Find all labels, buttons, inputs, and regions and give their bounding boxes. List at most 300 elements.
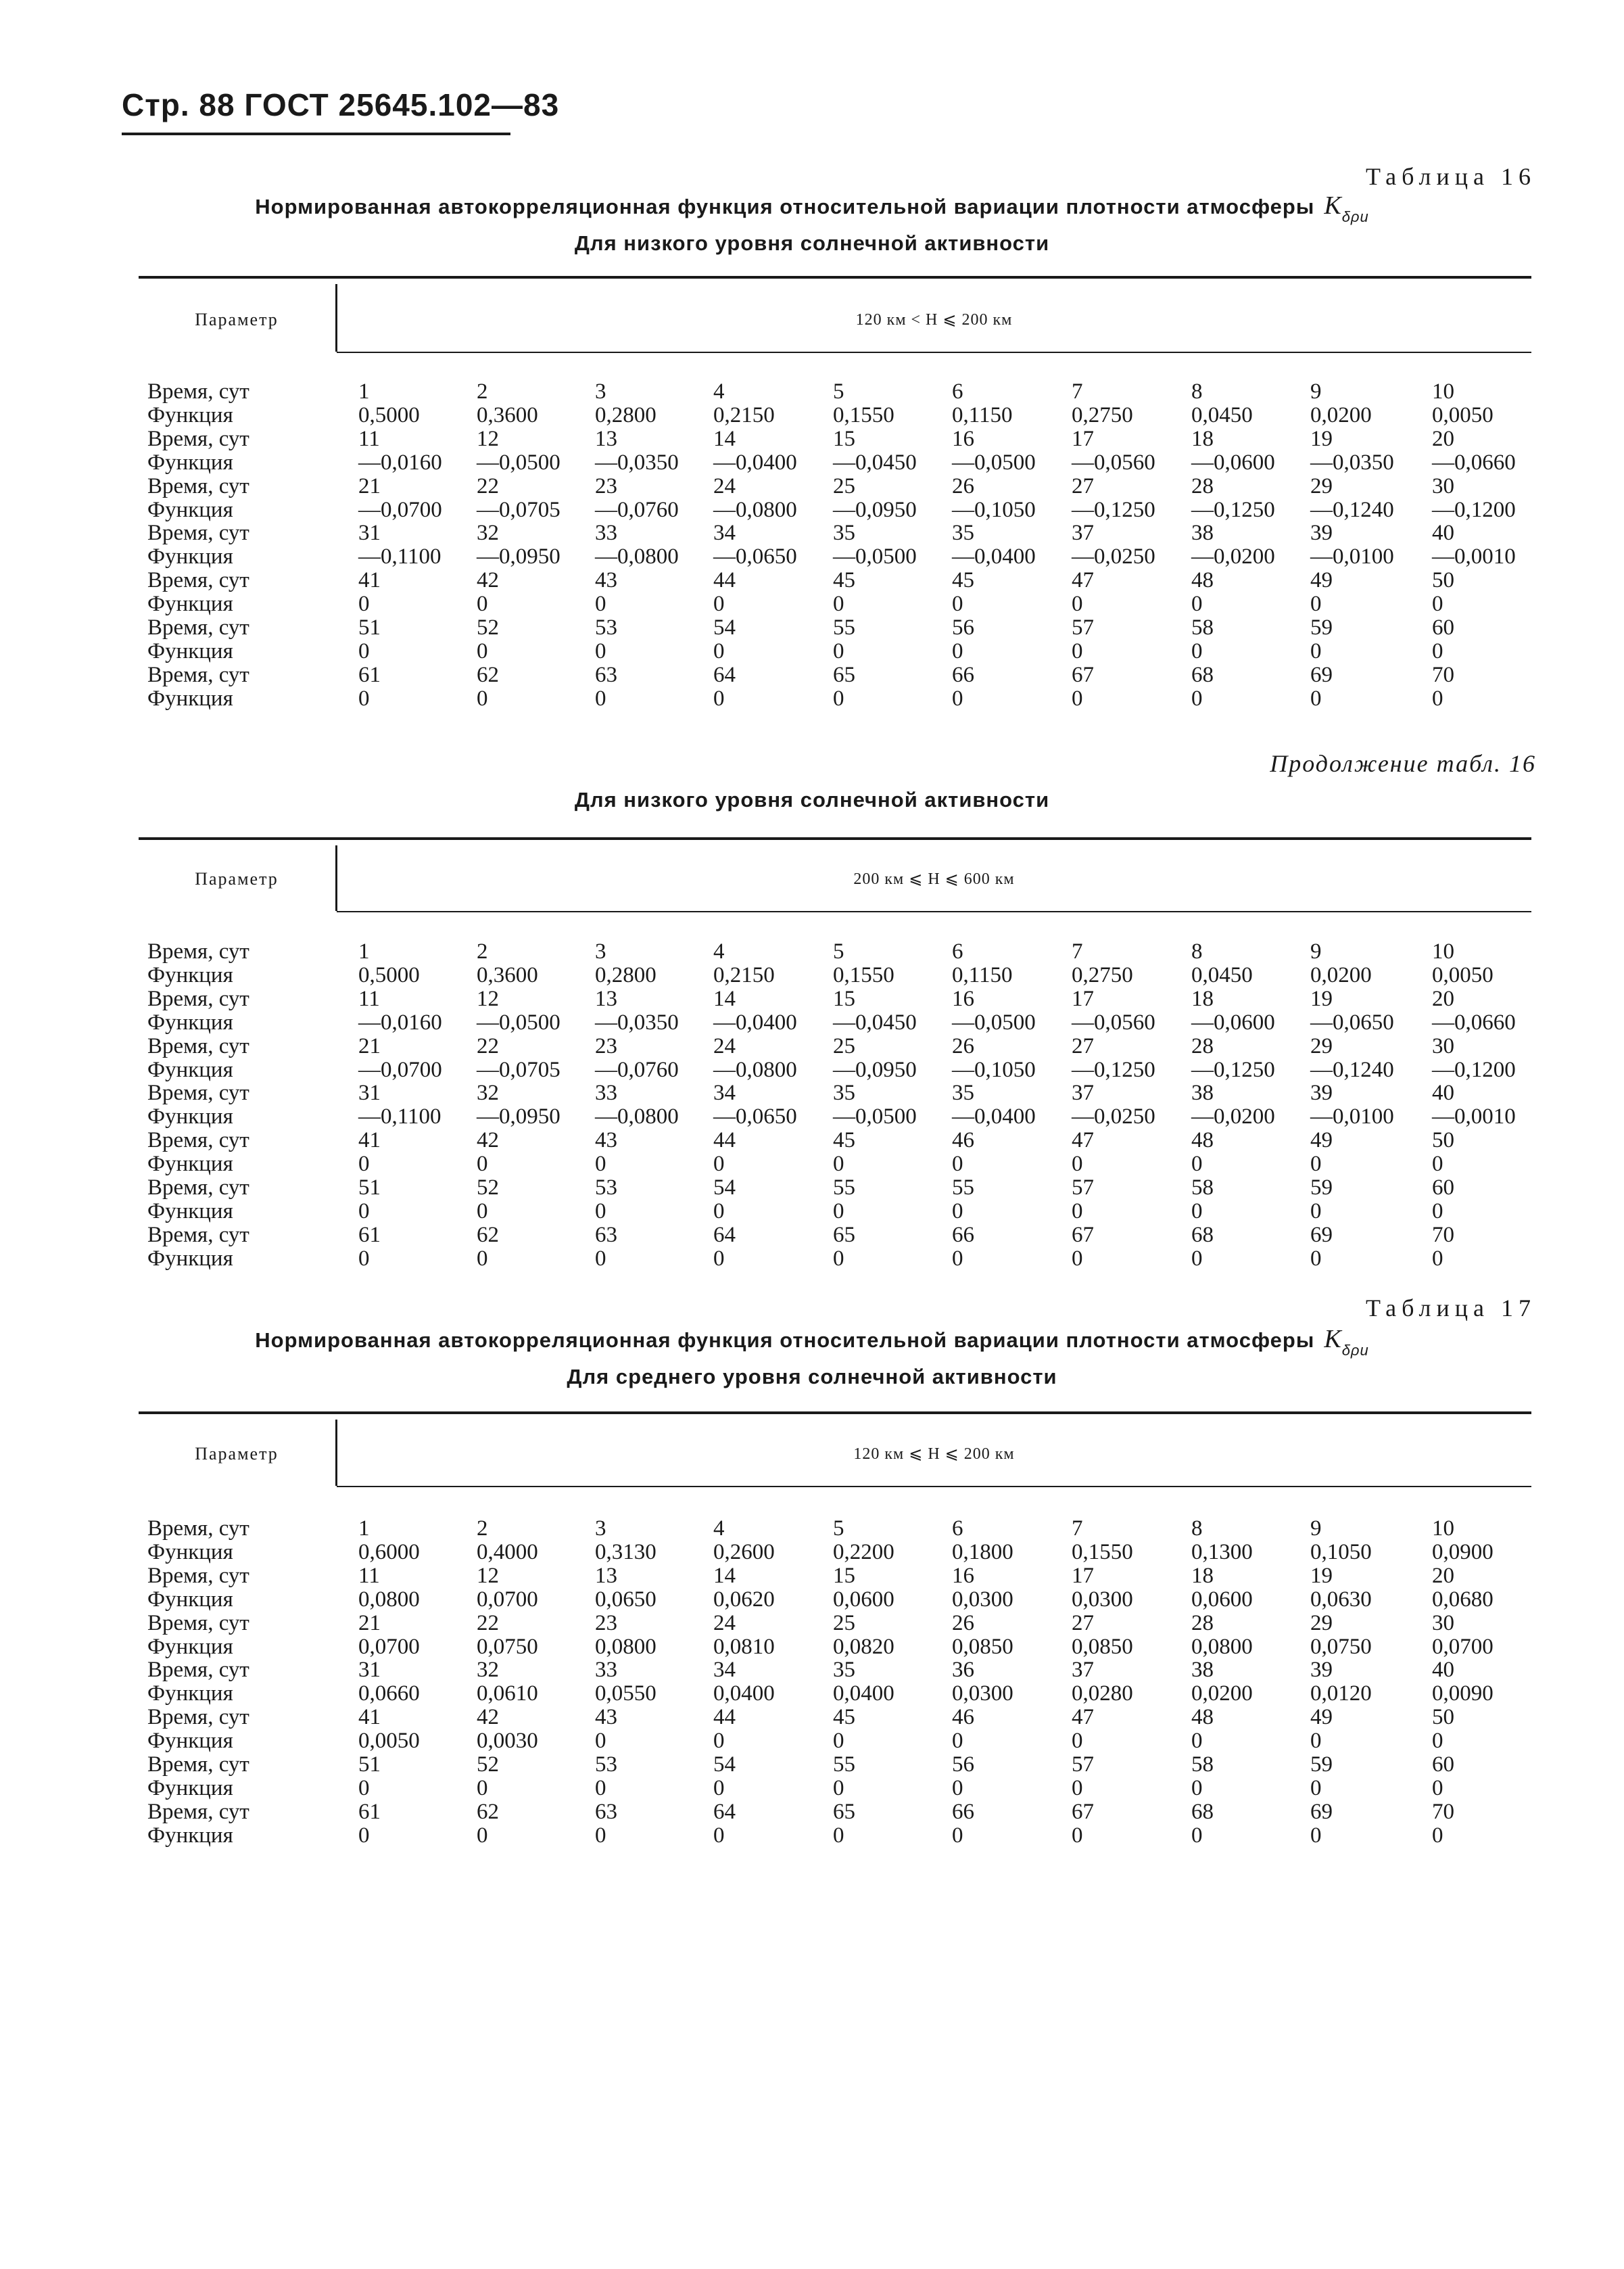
function-value-cell: 0: [1072, 1823, 1083, 1848]
time-cell: 41: [358, 1128, 381, 1153]
function-value-cell: 0,0630: [1310, 1587, 1372, 1612]
function-value-cell: 0: [1310, 1152, 1322, 1177]
time-cell: 2: [477, 1516, 488, 1541]
time-cell: 63: [595, 1799, 617, 1824]
time-row-label: Время, сут: [147, 379, 249, 404]
time-cell: 41: [358, 1705, 381, 1730]
time-cell: 6: [952, 379, 963, 404]
function-value-cell: 0,0800: [595, 1634, 656, 1659]
function-value-cell: 0: [477, 1823, 488, 1848]
function-value-cell: 0: [1310, 1775, 1322, 1800]
function-value-cell: 0,1150: [952, 962, 1013, 987]
time-cell: 37: [1072, 1658, 1094, 1683]
time-cell: 34: [713, 1658, 736, 1683]
function-value-cell: 0: [833, 1775, 844, 1800]
time-cell: 35: [952, 521, 974, 546]
function-value-cell: 0: [1072, 592, 1083, 617]
time-cell: 50: [1432, 568, 1454, 593]
function-row-label: Функция: [147, 1010, 233, 1035]
time-cell: 30: [1432, 1033, 1454, 1058]
time-cell: 52: [477, 1175, 499, 1200]
time-cell: 49: [1310, 568, 1333, 593]
time-row-label: Время, сут: [147, 1752, 249, 1777]
function-value-cell: —0,1250: [1191, 1057, 1275, 1082]
function-value-cell: 0: [358, 1152, 370, 1177]
time-cell: 65: [833, 1799, 855, 1824]
time-cell: 18: [1191, 986, 1214, 1011]
time-cell: 34: [713, 521, 736, 546]
function-value-cell: —0,0700: [358, 497, 442, 522]
time-cell: 1: [358, 1516, 370, 1541]
table-label: Таблица 16: [1366, 163, 1536, 190]
function-value-cell: 0: [1191, 1198, 1203, 1223]
time-cell: 68: [1191, 662, 1214, 687]
time-cell: 66: [952, 662, 974, 687]
time-cell: 6: [952, 939, 963, 964]
function-value-cell: 0: [477, 686, 488, 711]
function-value-cell: 0,0450: [1191, 962, 1253, 987]
time-cell: 26: [952, 1033, 974, 1058]
time-cell: 27: [1072, 1033, 1094, 1058]
time-cell: 53: [595, 1175, 617, 1200]
time-cell: 8: [1191, 939, 1203, 964]
function-value-cell: 0,0820: [833, 1634, 894, 1659]
function-value-cell: 0: [713, 638, 725, 663]
time-cell: 38: [1191, 1658, 1214, 1683]
function-row-label: Функция: [147, 1634, 233, 1659]
time-cell: 27: [1072, 1610, 1094, 1635]
time-cell: 42: [477, 568, 499, 593]
function-value-cell: —0,0800: [595, 544, 679, 569]
time-cell: 52: [477, 1752, 499, 1777]
time-cell: 19: [1310, 986, 1333, 1011]
function-value-cell: 0: [1432, 1823, 1443, 1848]
param-column-header: Параметр: [195, 869, 279, 889]
function-value-cell: 0: [1191, 1775, 1203, 1800]
time-cell: 67: [1072, 1799, 1094, 1824]
function-value-cell: 0,0600: [1191, 1587, 1253, 1612]
function-value-cell: —0,0600: [1191, 1010, 1275, 1035]
function-value-cell: 0: [1310, 1198, 1322, 1223]
function-value-cell: 0: [833, 1729, 844, 1754]
function-value-cell: 0: [595, 638, 606, 663]
time-cell: 42: [477, 1128, 499, 1153]
function-value-cell: —0,0560: [1072, 450, 1155, 475]
time-cell: 12: [477, 1563, 499, 1588]
time-cell: 58: [1191, 1175, 1214, 1200]
function-value-cell: —0,0100: [1310, 544, 1394, 569]
time-cell: 56: [952, 1752, 974, 1777]
time-cell: 55: [833, 615, 855, 640]
time-cell: 44: [713, 568, 736, 593]
time-cell: 53: [595, 615, 617, 640]
function-value-cell: 0: [713, 1823, 725, 1848]
time-cell: 40: [1432, 1081, 1454, 1106]
time-cell: 61: [358, 1799, 381, 1824]
function-value-cell: 0,1050: [1310, 1539, 1372, 1564]
function-value-cell: 0: [833, 1823, 844, 1848]
time-cell: 17: [1072, 1563, 1094, 1588]
function-value-cell: 0,2200: [833, 1539, 894, 1564]
function-value-cell: —0,0660: [1432, 1010, 1516, 1035]
function-value-cell: 0,2800: [595, 962, 656, 987]
function-value-cell: 0,0050: [1432, 962, 1494, 987]
time-cell: 69: [1310, 1799, 1333, 1824]
function-value-cell: 0: [952, 1775, 963, 1800]
time-cell: 51: [358, 1175, 381, 1200]
time-cell: 40: [1432, 1658, 1454, 1683]
function-value-cell: —0,0760: [595, 1057, 679, 1082]
function-value-cell: 0: [1310, 1246, 1322, 1271]
time-cell: 63: [595, 1222, 617, 1247]
function-value-cell: —0,0500: [833, 1104, 917, 1129]
function-value-cell: 0: [713, 1729, 725, 1754]
function-value-cell: —0,0560: [1072, 1010, 1155, 1035]
time-cell: 30: [1432, 473, 1454, 498]
time-cell: 70: [1432, 1799, 1454, 1824]
time-cell: 25: [833, 473, 855, 498]
time-cell: 54: [713, 615, 736, 640]
function-value-cell: 0: [1310, 592, 1322, 617]
time-cell: 33: [595, 1658, 617, 1683]
function-value-cell: —0,1100: [358, 544, 441, 569]
function-value-cell: 0,0620: [713, 1587, 775, 1612]
function-value-cell: 0,1550: [833, 402, 894, 427]
time-cell: 39: [1310, 521, 1333, 546]
function-value-cell: —0,0705: [477, 1057, 560, 1082]
function-value-cell: 0: [595, 1198, 606, 1223]
function-value-cell: 0: [713, 1198, 725, 1223]
function-value-cell: —0,0800: [713, 1057, 797, 1082]
function-value-cell: —0,0800: [713, 497, 797, 522]
time-cell: 40: [1432, 521, 1454, 546]
function-value-cell: 0: [952, 1823, 963, 1848]
time-cell: 14: [713, 426, 736, 451]
function-value-cell: 0: [833, 1198, 844, 1223]
time-cell: 7: [1072, 1516, 1083, 1541]
time-cell: 31: [358, 1658, 381, 1683]
function-value-cell: —0,1200: [1432, 1057, 1516, 1082]
function-value-cell: 0: [1191, 1729, 1203, 1754]
function-value-cell: —0,0200: [1191, 544, 1275, 569]
time-cell: 70: [1432, 1222, 1454, 1247]
time-cell: 9: [1310, 939, 1322, 964]
param-column-header: Параметр: [195, 1444, 279, 1464]
time-cell: 15: [833, 426, 855, 451]
time-cell: 35: [833, 1658, 855, 1683]
time-cell: 68: [1191, 1799, 1214, 1824]
time-cell: 69: [1310, 1222, 1333, 1247]
time-row-label: Время, сут: [147, 1222, 249, 1247]
time-cell: 23: [595, 1610, 617, 1635]
function-value-cell: 0: [833, 592, 844, 617]
time-row-label: Время, сут: [147, 568, 249, 593]
time-cell: 45: [833, 1705, 855, 1730]
table-top-rule: [139, 1411, 1531, 1414]
time-cell: 63: [595, 662, 617, 687]
function-value-cell: 0: [1432, 1152, 1443, 1177]
function-value-cell: —0,0400: [952, 544, 1036, 569]
time-cell: 38: [1191, 521, 1214, 546]
function-value-cell: 0: [1310, 638, 1322, 663]
time-cell: 67: [1072, 662, 1094, 687]
function-value-cell: 0,0680: [1432, 1587, 1494, 1612]
function-value-cell: 0: [358, 1198, 370, 1223]
time-cell: 12: [477, 986, 499, 1011]
function-row-label: Функция: [147, 1198, 233, 1223]
time-cell: 26: [952, 1610, 974, 1635]
time-cell: 28: [1191, 1610, 1214, 1635]
time-row-label: Время, сут: [147, 1610, 249, 1635]
function-value-cell: —0,0700: [358, 1057, 442, 1082]
time-cell: 15: [833, 986, 855, 1011]
function-value-cell: —0,0450: [833, 450, 917, 475]
time-cell: 57: [1072, 615, 1094, 640]
time-cell: 16: [952, 986, 974, 1011]
function-value-cell: 0: [833, 638, 844, 663]
function-value-cell: 0,0300: [952, 1681, 1013, 1706]
function-value-cell: 0,2600: [713, 1539, 775, 1564]
function-value-cell: 0: [358, 1823, 370, 1848]
time-row-label: Время, сут: [147, 939, 249, 964]
time-cell: 21: [358, 473, 381, 498]
function-value-cell: —0,0160: [358, 450, 442, 475]
function-value-cell: 0,0450: [1191, 402, 1253, 427]
function-value-cell: 0,0200: [1191, 1681, 1253, 1706]
time-row-label: Время, сут: [147, 615, 249, 640]
time-cell: 13: [595, 986, 617, 1011]
function-value-cell: —0,0450: [833, 1010, 917, 1035]
function-value-cell: 0,3600: [477, 402, 538, 427]
time-cell: 54: [713, 1175, 736, 1200]
function-value-cell: 0: [833, 686, 844, 711]
function-row-label: Функция: [147, 402, 233, 427]
function-value-cell: 0: [477, 1246, 488, 1271]
function-value-cell: 0: [952, 638, 963, 663]
function-value-cell: 0: [595, 1246, 606, 1271]
function-value-cell: 0: [595, 686, 606, 711]
function-value-cell: —0,0500: [477, 450, 560, 475]
density-symbol-subscript: δρи: [1341, 208, 1369, 225]
function-row-label: Функция: [147, 1152, 233, 1177]
function-value-cell: 0: [1072, 1198, 1083, 1223]
time-cell: 29: [1310, 1033, 1333, 1058]
time-row-label: Время, сут: [147, 986, 249, 1011]
function-value-cell: —0,0500: [833, 544, 917, 569]
function-row-label: Функция: [147, 592, 233, 617]
function-value-cell: 0: [952, 1246, 963, 1271]
time-cell: 29: [1310, 473, 1333, 498]
function-value-cell: 0: [1072, 1152, 1083, 1177]
function-value-cell: —0,1250: [1072, 497, 1155, 522]
function-value-cell: 0: [1432, 1729, 1443, 1754]
function-value-cell: 0,0300: [1072, 1587, 1133, 1612]
function-row-label: Функция: [147, 1823, 233, 1848]
function-value-cell: 0,0200: [1310, 402, 1372, 427]
function-value-cell: 0,0800: [1191, 1634, 1253, 1659]
function-value-cell: 0: [595, 592, 606, 617]
time-cell: 46: [952, 1705, 974, 1730]
time-cell: 14: [713, 986, 736, 1011]
time-row-label: Время, сут: [147, 521, 249, 546]
function-value-cell: 0: [1072, 638, 1083, 663]
table-subcaption: Для среднего уровня солнечной активности: [567, 1365, 1057, 1388]
function-value-cell: 0: [952, 1729, 963, 1754]
altitude-range-header: 120 км < H ⩽ 200 км: [855, 311, 1013, 329]
table-label: Таблица 17: [1366, 1294, 1536, 1321]
density-symbol: K: [1324, 191, 1342, 220]
function-value-cell: 0: [595, 1152, 606, 1177]
function-row-label: Функция: [147, 1681, 233, 1706]
time-cell: 62: [477, 1799, 499, 1824]
time-cell: 4: [713, 379, 725, 404]
function-value-cell: 0,0550: [595, 1681, 656, 1706]
time-cell: 44: [713, 1705, 736, 1730]
time-cell: 57: [1072, 1175, 1094, 1200]
density-symbol: K: [1324, 1325, 1342, 1353]
time-cell: 59: [1310, 1752, 1333, 1777]
time-cell: 24: [713, 1033, 736, 1058]
function-value-cell: —0,0010: [1432, 1104, 1516, 1129]
function-value-cell: 0,0400: [713, 1681, 775, 1706]
time-cell: 42: [477, 1705, 499, 1730]
time-row-label: Время, сут: [147, 1705, 249, 1730]
time-row-label: Время, сут: [147, 1516, 249, 1541]
function-value-cell: 0: [1310, 686, 1322, 711]
table-top-rule: [139, 276, 1531, 279]
time-cell: 14: [713, 1563, 736, 1588]
function-value-cell: 0,0300: [952, 1587, 1013, 1612]
time-cell: 8: [1191, 379, 1203, 404]
function-value-cell: 0: [1072, 1729, 1083, 1754]
function-value-cell: —0,0950: [477, 544, 560, 569]
time-cell: 2: [477, 379, 488, 404]
function-value-cell: —0,0350: [595, 1010, 679, 1035]
function-row-label: Функция: [147, 1057, 233, 1082]
function-value-cell: —0,0500: [952, 450, 1036, 475]
time-cell: 39: [1310, 1658, 1333, 1683]
function-value-cell: —0,0650: [713, 544, 797, 569]
function-value-cell: 0,5000: [358, 402, 420, 427]
time-cell: 5: [833, 379, 844, 404]
time-cell: 27: [1072, 473, 1094, 498]
function-value-cell: 0,2800: [595, 402, 656, 427]
function-value-cell: 0,2750: [1072, 962, 1133, 987]
function-value-cell: 0: [833, 1246, 844, 1271]
function-value-cell: 0: [1191, 592, 1203, 617]
time-cell: 18: [1191, 1563, 1214, 1588]
time-cell: 59: [1310, 1175, 1333, 1200]
time-cell: 15: [833, 1563, 855, 1588]
table-header-rule: [337, 1486, 1531, 1487]
time-cell: 54: [713, 1752, 736, 1777]
function-row-label: Функция: [147, 1729, 233, 1754]
function-value-cell: 0: [477, 1198, 488, 1223]
time-cell: 17: [1072, 426, 1094, 451]
time-cell: 32: [477, 1658, 499, 1683]
function-value-cell: 0,1800: [952, 1539, 1013, 1564]
function-value-cell: 0: [1310, 1729, 1322, 1754]
function-value-cell: —0,0705: [477, 497, 560, 522]
time-cell: 22: [477, 473, 499, 498]
time-cell: 38: [1191, 1081, 1214, 1106]
function-value-cell: —0,0010: [1432, 544, 1516, 569]
function-value-cell: 0,0050: [1432, 402, 1494, 427]
function-value-cell: —0,1250: [1072, 1057, 1155, 1082]
function-value-cell: —0,0400: [713, 450, 797, 475]
function-row-label: Функция: [147, 497, 233, 522]
function-value-cell: 0: [1432, 1198, 1443, 1223]
time-cell: 5: [833, 1516, 844, 1541]
function-value-cell: 0,0090: [1432, 1681, 1494, 1706]
time-cell: 66: [952, 1222, 974, 1247]
function-value-cell: 0,3130: [595, 1539, 656, 1564]
time-cell: 17: [1072, 986, 1094, 1011]
function-value-cell: 0,0810: [713, 1634, 775, 1659]
time-cell: 9: [1310, 379, 1322, 404]
function-value-cell: —0,1240: [1310, 1057, 1394, 1082]
time-cell: 64: [713, 662, 736, 687]
time-cell: 18: [1191, 426, 1214, 451]
time-cell: 23: [595, 473, 617, 498]
time-cell: 62: [477, 1222, 499, 1247]
function-value-cell: —0,0650: [713, 1104, 797, 1129]
time-cell: 16: [952, 1563, 974, 1588]
function-value-cell: 0: [1432, 686, 1443, 711]
function-value-cell: 0,0800: [358, 1587, 420, 1612]
caption-text: Нормированная автокорреляционная функция относительной вариации плотности атмосферы: [255, 1328, 1315, 1352]
time-cell: 30: [1432, 1610, 1454, 1635]
time-cell: 23: [595, 1033, 617, 1058]
function-value-cell: —0,0250: [1072, 1104, 1155, 1129]
function-value-cell: 0,0600: [833, 1587, 894, 1612]
time-cell: 3: [595, 939, 606, 964]
function-value-cell: 0,1300: [1191, 1539, 1253, 1564]
function-row-label: Функция: [147, 450, 233, 475]
time-cell: 47: [1072, 1705, 1094, 1730]
function-value-cell: 0,0900: [1432, 1539, 1494, 1564]
time-cell: 31: [358, 521, 381, 546]
function-value-cell: —0,1200: [1432, 497, 1516, 522]
function-value-cell: —0,0500: [952, 1010, 1036, 1035]
time-cell: 13: [595, 426, 617, 451]
time-cell: 34: [713, 1081, 736, 1106]
header-rule: [122, 133, 510, 135]
time-cell: 35: [952, 1081, 974, 1106]
table-subcaption: Для низкого уровня солнечной активности: [574, 788, 1050, 812]
time-row-label: Время, сут: [147, 1175, 249, 1200]
function-value-cell: —0,0100: [1310, 1104, 1394, 1129]
time-cell: 24: [713, 1610, 736, 1635]
time-cell: 58: [1191, 1752, 1214, 1777]
function-value-cell: 0: [477, 1152, 488, 1177]
time-cell: 45: [952, 568, 974, 593]
function-value-cell: —0,0950: [833, 1057, 917, 1082]
function-value-cell: 0: [1191, 1246, 1203, 1271]
function-value-cell: 0: [952, 592, 963, 617]
time-cell: 3: [595, 1516, 606, 1541]
function-value-cell: 0,5000: [358, 962, 420, 987]
time-cell: 8: [1191, 1516, 1203, 1541]
time-cell: 37: [1072, 521, 1094, 546]
function-value-cell: 0,0750: [1310, 1634, 1372, 1659]
time-cell: 32: [477, 1081, 499, 1106]
time-cell: 11: [358, 426, 380, 451]
time-cell: 61: [358, 1222, 381, 1247]
function-value-cell: 0: [1191, 1823, 1203, 1848]
time-row-label: Время, сут: [147, 1658, 249, 1683]
time-cell: 6: [952, 1516, 963, 1541]
